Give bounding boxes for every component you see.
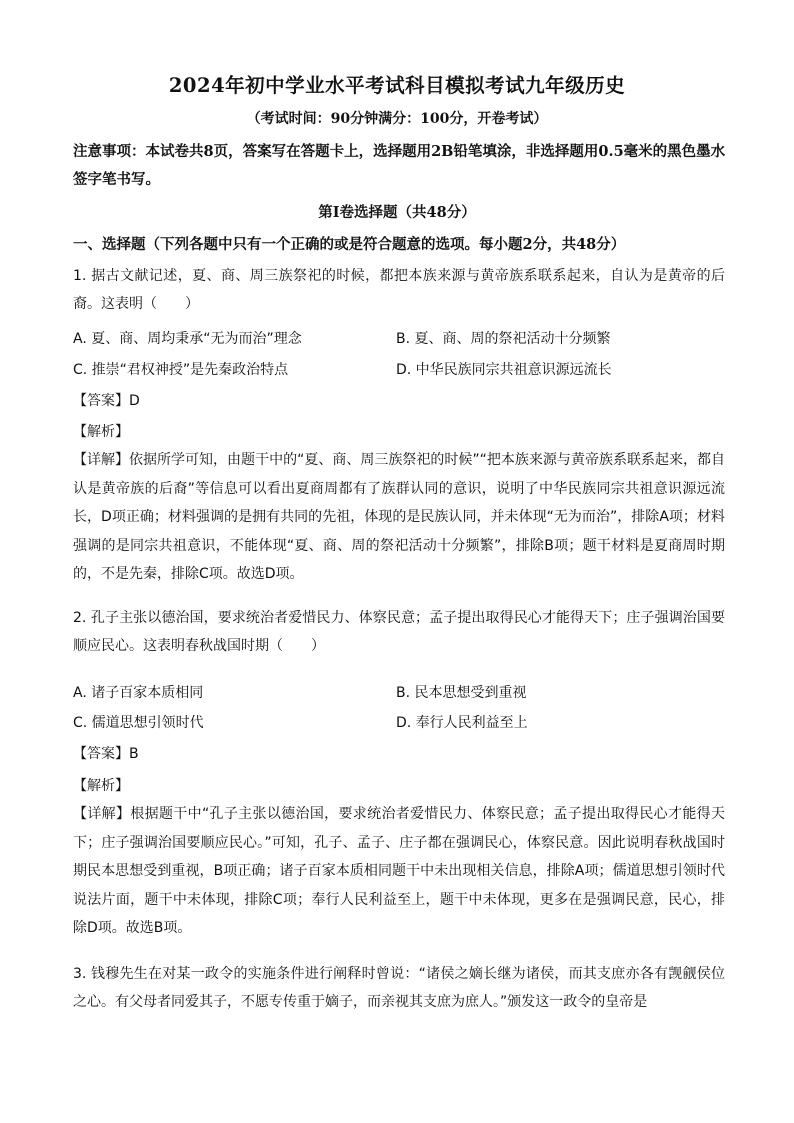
question-1-option-c: C. 推崇“君权神授”是先秦政治特点 bbox=[73, 362, 289, 378]
exam-notice: 注意事项：本试卷共8页，答案写在答题卡上，选择题用2B铅笔填涂，非选择题用0.5毫米的黑色墨水签字笔书写。 bbox=[73, 143, 726, 188]
question-2-detail: 【详解】根据题干中“孔子主张以德治国，要求统治者爱惜民力、体察民意；孟子提出取得民心才能得天下；庄子强调治国要顺应民心。”可知，孔子、孟子、庄子都在强调民心，体察民意。因此说明春秋战国时期民本思想受到重视，B项正确；诸子百家本质相同题干中未出现相关信息，排除A项；儒道思想引领时代说法片面，题干中未体现，排除C项；奉行人民利益至上，题干中未体现，更多在是强调民意，民心，排除D项。故选B项。 bbox=[73, 806, 725, 936]
question-1-analysis-label: 【解析】 bbox=[73, 424, 129, 440]
exam-title: 2024年初中学业水平考试科目模拟考试九年级历史 bbox=[168, 74, 626, 97]
question-2-answer: 【答案】B bbox=[73, 746, 139, 762]
question-2-analysis-label: 【解析】 bbox=[73, 778, 129, 794]
question-2-option-d: D. 奉行人民利益至上 bbox=[396, 715, 528, 731]
question-3-stem: 3. 钱穆先生在对某一政令的实施条件进行阐释时曾说：“诸侯之嫡长继为诸侯，而其支庶亦各有觊觎侯位之心。有父母者同爱其子，不愿专传重于嫡子，而亲视其支庶为庶人。”颁发这一政令的皇帝是 bbox=[73, 966, 725, 1010]
question-1-stem: 1. 据古文献记述，夏、商、周三族祭祀的时候，都把本族来源与黄帝族系联系起来，自认为是黄帝的后裔。这表明（ ） bbox=[73, 268, 725, 312]
question-2-stem: 2. 孔子主张以德治国，要求统治者爱惜民力、体察民意；孟子提出取得民心才能得天下；庄子强调治国要顺应民心。这表明春秋战国时期（ ） bbox=[73, 610, 725, 654]
question-2-option-c: C. 儒道思想引领时代 bbox=[73, 715, 204, 731]
question-1-detail: 【详解】依据所学可知，由题干中的“夏、商、周三族祭祀的时候”“把本族来源与黄帝族系联系起来，都自认是黄帝族的后裔”等信息可以看出夏商周都有了族群认同的意识，说明了中华民族同宗共祖意识源远流长，D项正确；材料强调的是拥有共同的先祖，体现的是民族认同，并未体现“无为而治”，排除A项；材料强调的是同宗共祖意识，不能体现“夏、商、周的祭祀活动十分频繁”，排除B项；题干材料是夏商周时期的，不是先秦，排除C项。故选D项。 bbox=[73, 452, 725, 582]
question-1-answer: 【答案】D bbox=[73, 393, 140, 409]
part-instructions: 一、选择题（下列各题中只有一个正确的或是符合题意的选项。每小题2分，共48分） bbox=[73, 236, 626, 253]
question-2-option-a: A. 诸子百家本质相同 bbox=[73, 685, 204, 701]
question-1-option-a: A. 夏、商、周均秉承“无为而治”理念 bbox=[73, 331, 302, 347]
section-title: 第Ⅰ卷选择题（共48分） bbox=[318, 204, 476, 221]
question-2-option-b: B. 民本思想受到重视 bbox=[396, 685, 527, 701]
question-1-option-d: D. 中华民族同宗共祖意识源远流长 bbox=[396, 362, 612, 378]
exam-subtitle: （考试时间：90分钟满分：100分，开卷考试） bbox=[246, 111, 548, 127]
question-1-option-b: B. 夏、商、周的祭祀活动十分频繁 bbox=[396, 331, 611, 347]
